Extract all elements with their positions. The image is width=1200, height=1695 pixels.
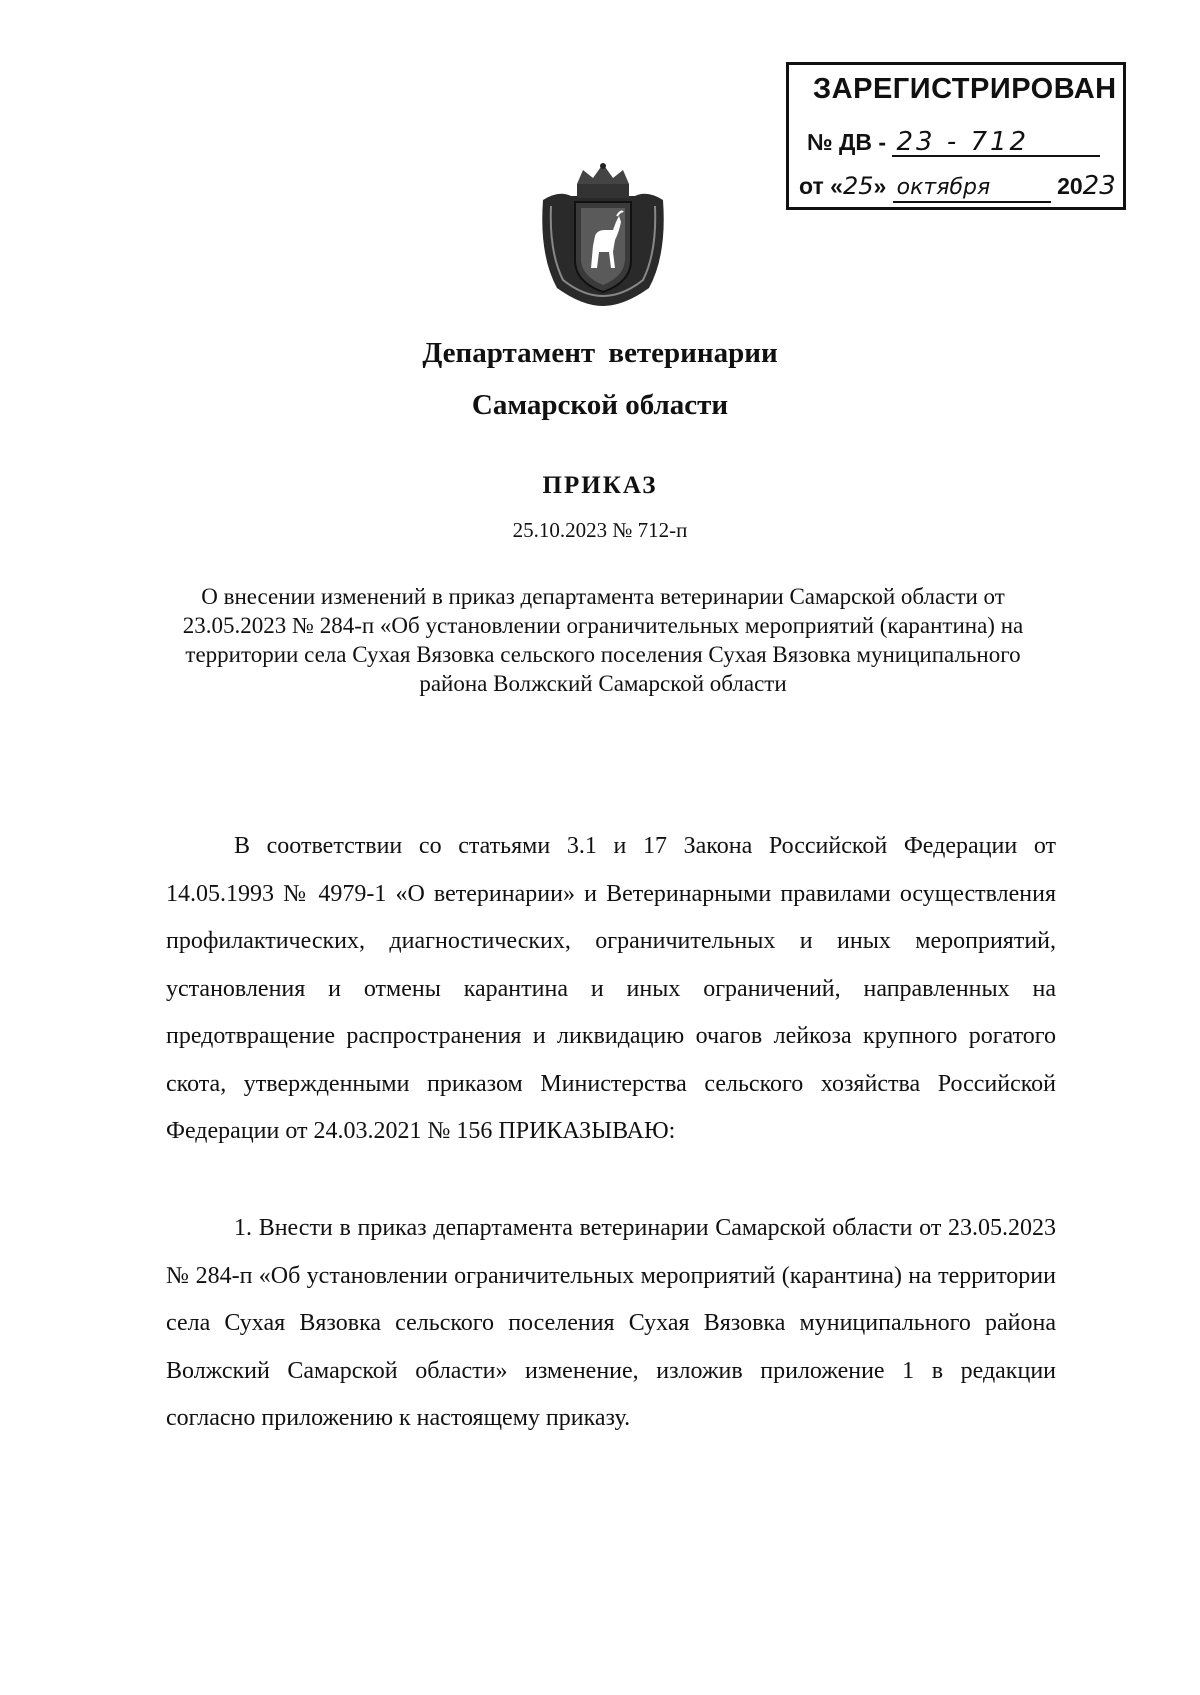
stamp-day-close: » — [873, 173, 887, 199]
stamp-year-prefix: 20 — [1057, 173, 1083, 199]
stamp-date-prefix: от « — [799, 173, 843, 199]
body-paragraph-1: В соответствии со статьями 3.1 и 17 Закона Российской Федерации от 14.05.1993 № 4979-1 «О ветеринарии» и Ветеринарными правилами осуществления профилактических, диагностических, ограничительных и иных мероприятий, установления и отмены карантина и иных ограничений, направленных на предотвращение распространения и ликвидацию очагов лейкоза крупного рогатого скота, утвержденными приказом Министерства сельского хозяйства Российской Федерации от 24.03.2021 № 156 ПРИКАЗЫВАЮ: — [166, 833, 1056, 1144]
stamp-day-handwritten: 25 — [842, 172, 874, 200]
stamp-number-handwritten: 23 - 712 — [892, 129, 1100, 157]
registration-stamp — [786, 62, 1126, 210]
stamp-date-row — [799, 173, 1116, 203]
org-name-line1: Департамент ветеринарии — [422, 337, 778, 369]
body-paragraph-2: 1. Внести в приказ департамента ветеринарии Самарской области от 23.05.2023 № 284-п «Об установлении ограничительных мероприятий (карантина) на территории села Сухая Вязовка сельского поселения Сухая Вязовка муниципального района Волжский Самарской области» изменение, изложив приложение 1 в редакции согласно приложению к настоящему приказу. — [166, 1215, 1056, 1431]
document-subject: О внесении изменений в приказ департамента ветеринарии Самарской области от 23.05.2023 № 284-п «Об установлении ограничительных мероприятий (карантина) на территории села Сухая Вязовка сельского поселения Сухая Вязовка муниципального района Волжский Самарской области — [182, 584, 1024, 696]
stamp-month-handwritten: октября — [893, 175, 1051, 203]
stamp-number-row — [807, 129, 1100, 157]
org-name-line2: Самарской области — [471, 389, 729, 421]
stamp-title: ЗАРЕГИСТРИРОВАН — [813, 73, 1117, 105]
stamp-number-prefix: № ДВ - — [807, 129, 887, 155]
stamp-year-handwritten: 23 — [1082, 171, 1116, 201]
document-date-number: 25.10.2023 № 712-п — [512, 518, 688, 542]
samara-coat-of-arms-icon — [537, 160, 669, 310]
document-type: ПРИКАЗ — [542, 472, 658, 499]
